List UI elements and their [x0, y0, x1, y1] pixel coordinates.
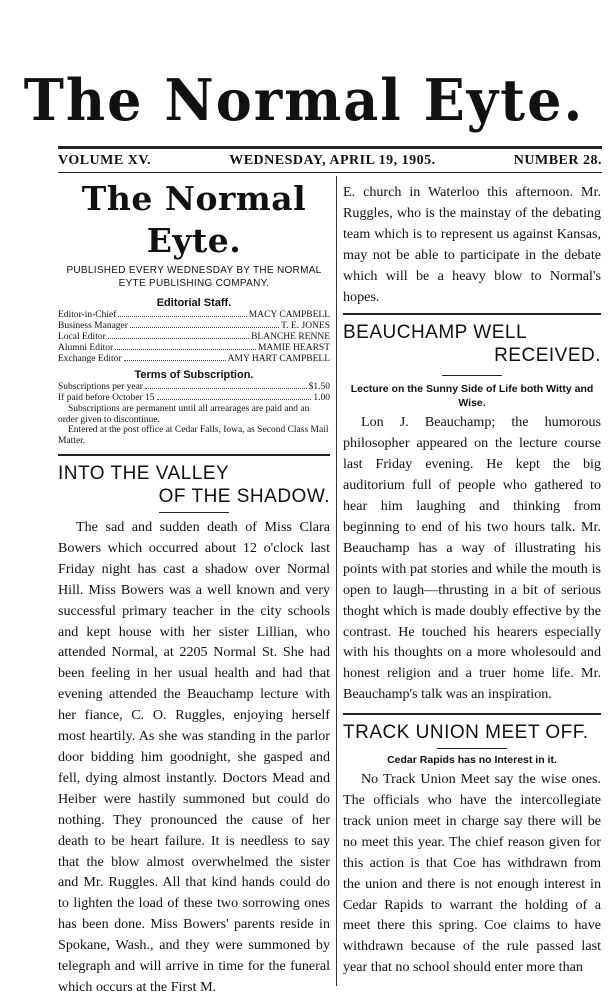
masthead-box-title: The Normal Eyte. — [81, 179, 307, 260]
headline-line: BEAUCHAMP WELL — [343, 322, 528, 344]
staff-row — [58, 354, 330, 365]
staff-row — [58, 343, 330, 354]
headline-rule — [437, 748, 507, 749]
staff-name: AMY HART CAMPBELL — [227, 354, 330, 364]
publication-notice: PUBLISHED EVERY WEDNESDAY BY THE NORMAL EYTE PUBLISHING COMPANY. — [66, 265, 322, 289]
article-headline — [343, 321, 601, 367]
column-divider — [336, 176, 337, 986]
term-price: $1.50 — [308, 382, 330, 392]
section-rule — [58, 454, 330, 456]
headline-line: RECEIVED. — [494, 345, 601, 367]
article-body: No Track Union Meet say the wise ones. The officials who have the intercollegiate track union meet in charge say there will be no meet this year. The chief reason given for this action is that Coe has withdrawn from the union and there is not enough interest in Cedar Rapids to warrant the holding of a meet there this spring. Coe claims to have withdrawn because of the rule passed last year that no school should enter more than — [343, 771, 601, 976]
article-body: The sad and sudden death of Miss Clara Bowers which occurred about 12 o'clock last Friday night has cast a shadow over Normal Hill. Miss Bowers was a well known and very successful primary teacher in the city schools and kept house with her sister Lillian, who attended Normal, at 2205 Normal St. She had been feeling in her usual health and had that evening attended the Beauchamp lecture with her fiance, C. O. Ruggles, enjoying herself most heartily. As she was standing in the parlor door bidding him goodnight, she gasped and fell, dying almost instantly. Doctors Mead and Heiber were hastily summoned but could do nothing. They pronounced the cause of her death to be heart failure. It is needless to say that the blow almost overwhelmed the sister and Mr. Ruggles. All that kind hands could do to lighten the load of these two sorrowing ones has been done. Miss Bowers' parents reside in Spokane, Wash., and they were summoned by telegraph and will arrive in time for the funeral which occurs at the First M. — [58, 519, 330, 995]
dateline-rule — [58, 172, 602, 173]
staff-heading: Editorial Staff. — [156, 297, 232, 309]
article-deck: Lecture on the Sunny Side of Life both Witty and Wise. — [350, 383, 594, 410]
subscription-note: Subscriptions are permanent until all arrearages are paid and an order given to discontinue. — [58, 404, 310, 425]
staff-name: BLANCHE RENNE — [251, 332, 330, 342]
section-rule — [343, 313, 601, 315]
staff-row — [58, 310, 330, 321]
staff-role: Exchange Editor — [58, 354, 122, 364]
headline-line: OF THE SHADOW. — [158, 486, 330, 507]
section-rule — [343, 713, 601, 715]
article-headline — [58, 462, 330, 508]
right-column — [343, 182, 601, 978]
left-column — [58, 176, 330, 998]
staff-row — [58, 332, 330, 343]
term-price: 1.00 — [313, 393, 330, 403]
staff-name: MAMIE HEARST — [257, 343, 330, 353]
term-row — [58, 382, 330, 393]
newspaper-title: The Normal Eyte. — [23, 66, 585, 134]
issue-date: WEDNESDAY, APRIL 19, 1905. — [229, 153, 436, 168]
article-headline: TRACK UNION MEET OFF. — [343, 722, 589, 744]
term-label: If paid before October 15 — [58, 393, 155, 403]
staff-name: MACY CAMPBELL — [248, 310, 330, 320]
dateline — [58, 151, 602, 171]
term-row — [58, 393, 330, 404]
headline-line: INTO THE VALLEY — [58, 463, 230, 484]
masthead-rule — [58, 146, 602, 149]
headline-rule — [159, 512, 229, 513]
staff-role: Business Manager — [58, 321, 128, 331]
article-body: Lon J. Beauchamp; the humorous philosopher appeared on the lecture course last Friday evening. He kept the big auditorium full of people who gathered to hear him laughing and thinking from beginning to end of his two hours talk. Mr. Beauchamp has a way of illustrating his points with pat stories and while the mouth is open to laugh—thrusting in a bit of serious thoght which is made doubly effective by the contrast. He touched his hearers especially with his thoughts on a more wholesould and honest religion and a truer home life. Mr. Beauchamp's talk was an inspiration. — [343, 414, 601, 703]
masthead — [0, 60, 608, 150]
article-body-continued: E. church in Waterloo this afternoon. Mr. Ruggles, who is the mainstay of the debating team which is to represent us against Kansas, may not be able to participate in the debate which will be a heavy blow to Normal's hopes. — [343, 184, 601, 305]
staff-role: Editor-in-Chief — [58, 310, 117, 320]
staff-role: Local Editor — [58, 332, 106, 342]
staff-name: T. E. JONES — [281, 321, 330, 331]
staff-row — [58, 321, 330, 332]
volume-label: VOLUME XV. — [58, 153, 152, 168]
staff-role: Alumni Editor — [58, 343, 114, 353]
headline-rule — [442, 375, 502, 376]
mail-note: Entered at the post office at Cedar Falls, Iowa, as Second Class Mail Matter. — [58, 425, 329, 446]
issue-number: NUMBER 28. — [513, 153, 602, 168]
term-label: Subscriptions per year — [58, 382, 143, 392]
article-deck: Cedar Rapids has no Interest in it. — [387, 754, 557, 767]
terms-heading: Terms of Subscription. — [134, 369, 254, 381]
